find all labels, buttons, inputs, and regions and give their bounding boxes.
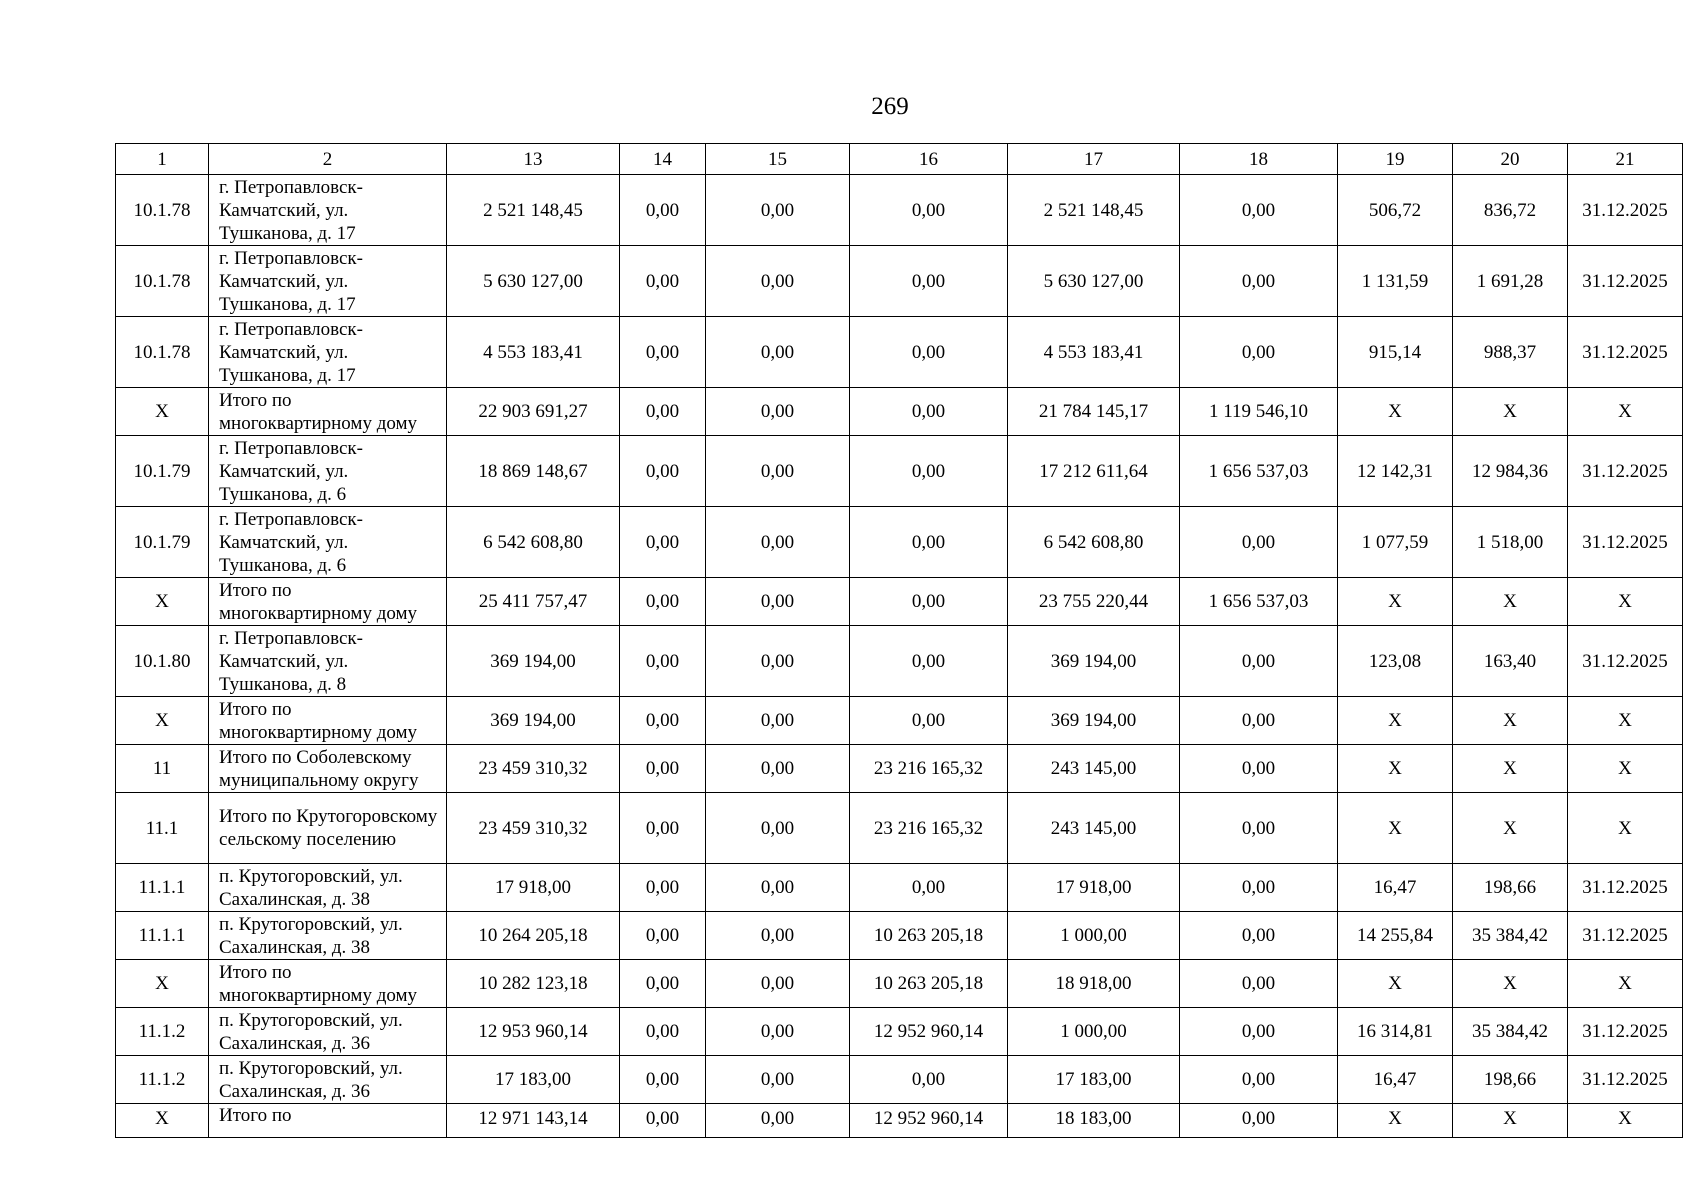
cell-col-19: X — [1338, 697, 1453, 745]
cell-col-16: 0,00 — [850, 626, 1008, 697]
cell-col-16: 0,00 — [850, 1056, 1008, 1104]
cell-row-id: X — [116, 960, 209, 1008]
cell-col-18: 0,00 — [1180, 317, 1338, 388]
cell-col-19: X — [1338, 960, 1453, 1008]
cell-col-15: 0,00 — [706, 745, 850, 793]
column-header: 1 — [116, 144, 209, 175]
cell-col-15: 0,00 — [706, 626, 850, 697]
table-row — [116, 793, 1683, 864]
cell-col-15: 0,00 — [706, 1104, 850, 1138]
cell-col-17: 369 194,00 — [1008, 626, 1180, 697]
cell-address: Итого по многоквартирному дому — [209, 578, 447, 626]
cell-col-20: X — [1453, 960, 1568, 1008]
cell-col-20: X — [1453, 578, 1568, 626]
cell-col-20: X — [1453, 793, 1568, 864]
cell-address: Итого по — [209, 1104, 447, 1138]
cell-col-13: 10 264 205,18 — [447, 912, 620, 960]
table-row — [116, 1056, 1683, 1104]
cell-col-16: 0,00 — [850, 175, 1008, 246]
cell-col-20: 35 384,42 — [1453, 1008, 1568, 1056]
cell-col-21: 31.12.2025 — [1568, 317, 1683, 388]
table-row — [116, 175, 1683, 246]
cell-col-20: 12 984,36 — [1453, 436, 1568, 507]
cell-col-15: 0,00 — [706, 507, 850, 578]
cell-col-20: 198,66 — [1453, 864, 1568, 912]
cell-col-13: 17 918,00 — [447, 864, 620, 912]
cell-col-19: 123,08 — [1338, 626, 1453, 697]
cell-col-15: 0,00 — [706, 246, 850, 317]
table-row — [116, 388, 1683, 436]
cell-address: г. Петропавловск-Камчатский, ул. Тушканова, д. 17 — [209, 246, 447, 317]
cell-row-id: 10.1.78 — [116, 246, 209, 317]
cell-col-18: 0,00 — [1180, 960, 1338, 1008]
cell-address: г. Петропавловск-Камчатский, ул. Тушканова, д. 8 — [209, 626, 447, 697]
cell-col-13: 10 282 123,18 — [447, 960, 620, 1008]
cell-col-21: 31.12.2025 — [1568, 246, 1683, 317]
table-row — [116, 864, 1683, 912]
cell-col-21: 31.12.2025 — [1568, 1008, 1683, 1056]
cell-col-16: 0,00 — [850, 864, 1008, 912]
cell-col-13: 5 630 127,00 — [447, 246, 620, 317]
cell-col-21: X — [1568, 793, 1683, 864]
cell-col-21: 31.12.2025 — [1568, 175, 1683, 246]
cell-col-14: 0,00 — [620, 388, 706, 436]
cell-col-18: 0,00 — [1180, 912, 1338, 960]
cell-row-id: 10.1.80 — [116, 626, 209, 697]
cell-col-19: X — [1338, 793, 1453, 864]
cell-col-19: 16,47 — [1338, 1056, 1453, 1104]
cell-address: п. Крутогоровский, ул. Сахалинская, д. 38 — [209, 864, 447, 912]
cell-col-17: 18 918,00 — [1008, 960, 1180, 1008]
cell-col-15: 0,00 — [706, 1008, 850, 1056]
cell-address: г. Петропавловск-Камчатский, ул. Тушканова, д. 6 — [209, 436, 447, 507]
cell-col-14: 0,00 — [620, 246, 706, 317]
cell-row-id: 10.1.78 — [116, 175, 209, 246]
cell-col-17: 17 212 611,64 — [1008, 436, 1180, 507]
table-row — [116, 745, 1683, 793]
cell-col-16: 0,00 — [850, 246, 1008, 317]
cell-col-20: X — [1453, 388, 1568, 436]
cell-col-13: 25 411 757,47 — [447, 578, 620, 626]
cell-address: Итого по многоквартирному дому — [209, 960, 447, 1008]
cell-col-17: 18 183,00 — [1008, 1104, 1180, 1138]
cell-col-20: 836,72 — [1453, 175, 1568, 246]
cell-col-19: 1 131,59 — [1338, 246, 1453, 317]
cell-col-15: 0,00 — [706, 388, 850, 436]
cell-row-id: X — [116, 388, 209, 436]
column-header: 14 — [620, 144, 706, 175]
cell-col-14: 0,00 — [620, 317, 706, 388]
cell-col-20: 1 518,00 — [1453, 507, 1568, 578]
cell-address: г. Петропавловск-Камчатский, ул. Тушканова, д. 17 — [209, 317, 447, 388]
cell-col-14: 0,00 — [620, 436, 706, 507]
cell-col-17: 1 000,00 — [1008, 1008, 1180, 1056]
table-row — [116, 697, 1683, 745]
cell-col-21: 31.12.2025 — [1568, 864, 1683, 912]
cell-address: Итого по многоквартирному дому — [209, 697, 447, 745]
cell-col-20: 35 384,42 — [1453, 912, 1568, 960]
cell-col-13: 23 459 310,32 — [447, 793, 620, 864]
table-row — [116, 626, 1683, 697]
cell-col-16: 0,00 — [850, 388, 1008, 436]
column-header: 17 — [1008, 144, 1180, 175]
cell-col-14: 0,00 — [620, 864, 706, 912]
table-row — [116, 1104, 1683, 1138]
cell-col-20: 1 691,28 — [1453, 246, 1568, 317]
cell-col-14: 0,00 — [620, 912, 706, 960]
cell-col-16: 23 216 165,32 — [850, 793, 1008, 864]
cell-col-16: 12 952 960,14 — [850, 1104, 1008, 1138]
column-header: 18 — [1180, 144, 1338, 175]
column-header: 13 — [447, 144, 620, 175]
cell-col-13: 4 553 183,41 — [447, 317, 620, 388]
cell-col-21: X — [1568, 388, 1683, 436]
cell-col-21: 31.12.2025 — [1568, 1056, 1683, 1104]
column-header: 2 — [209, 144, 447, 175]
cell-col-18: 0,00 — [1180, 246, 1338, 317]
cell-col-19: 915,14 — [1338, 317, 1453, 388]
table-row — [116, 1008, 1683, 1056]
cell-col-21: 31.12.2025 — [1568, 436, 1683, 507]
cell-row-id: 11.1.2 — [116, 1056, 209, 1104]
cell-address: г. Петропавловск-Камчатский, ул. Тушканова, д. 17 — [209, 175, 447, 246]
cell-col-16: 10 263 205,18 — [850, 960, 1008, 1008]
cell-col-16: 0,00 — [850, 436, 1008, 507]
table-row — [116, 246, 1683, 317]
cell-col-15: 0,00 — [706, 317, 850, 388]
table-header-row — [116, 144, 1683, 175]
cell-row-id: 10.1.79 — [116, 436, 209, 507]
cell-col-13: 2 521 148,45 — [447, 175, 620, 246]
cell-col-19: X — [1338, 745, 1453, 793]
cell-col-16: 0,00 — [850, 317, 1008, 388]
cell-col-15: 0,00 — [706, 436, 850, 507]
cell-col-18: 0,00 — [1180, 864, 1338, 912]
cell-col-15: 0,00 — [706, 864, 850, 912]
cell-col-21: X — [1568, 960, 1683, 1008]
cell-row-id: 11.1.1 — [116, 912, 209, 960]
cell-col-19: 1 077,59 — [1338, 507, 1453, 578]
cell-col-19: 16 314,81 — [1338, 1008, 1453, 1056]
cell-address: Итого по Соболевскому муниципальному округу — [209, 745, 447, 793]
column-header: 15 — [706, 144, 850, 175]
cell-col-18: 0,00 — [1180, 507, 1338, 578]
column-header: 19 — [1338, 144, 1453, 175]
cell-col-19: 506,72 — [1338, 175, 1453, 246]
cell-row-id: X — [116, 697, 209, 745]
cell-col-21: X — [1568, 578, 1683, 626]
cell-address: п. Крутогоровский, ул. Сахалинская, д. 38 — [209, 912, 447, 960]
cell-col-21: X — [1568, 745, 1683, 793]
cell-col-21: 31.12.2025 — [1568, 626, 1683, 697]
cell-col-21: X — [1568, 1104, 1683, 1138]
cell-col-19: 16,47 — [1338, 864, 1453, 912]
cell-col-14: 0,00 — [620, 697, 706, 745]
cell-col-13: 23 459 310,32 — [447, 745, 620, 793]
cell-col-18: 0,00 — [1180, 745, 1338, 793]
table-row — [116, 578, 1683, 626]
cell-col-16: 12 952 960,14 — [850, 1008, 1008, 1056]
cell-row-id: 11.1.2 — [116, 1008, 209, 1056]
cell-col-18: 1 656 537,03 — [1180, 578, 1338, 626]
cell-col-21: X — [1568, 697, 1683, 745]
data-table — [115, 143, 1683, 1138]
cell-col-19: X — [1338, 388, 1453, 436]
cell-col-17: 21 784 145,17 — [1008, 388, 1180, 436]
cell-col-17: 243 145,00 — [1008, 745, 1180, 793]
cell-row-id: 10.1.78 — [116, 317, 209, 388]
cell-col-21: 31.12.2025 — [1568, 507, 1683, 578]
cell-col-17: 17 183,00 — [1008, 1056, 1180, 1104]
cell-col-14: 0,00 — [620, 1104, 706, 1138]
cell-col-16: 10 263 205,18 — [850, 912, 1008, 960]
column-header: 16 — [850, 144, 1008, 175]
column-header: 21 — [1568, 144, 1683, 175]
cell-col-20: 988,37 — [1453, 317, 1568, 388]
cell-col-19: X — [1338, 578, 1453, 626]
cell-row-id: 10.1.79 — [116, 507, 209, 578]
cell-row-id: 11.1.1 — [116, 864, 209, 912]
cell-col-13: 369 194,00 — [447, 626, 620, 697]
cell-col-14: 0,00 — [620, 960, 706, 1008]
cell-col-15: 0,00 — [706, 960, 850, 1008]
cell-col-17: 4 553 183,41 — [1008, 317, 1180, 388]
cell-col-14: 0,00 — [620, 175, 706, 246]
cell-row-id: X — [116, 578, 209, 626]
cell-col-18: 0,00 — [1180, 626, 1338, 697]
cell-col-17: 1 000,00 — [1008, 912, 1180, 960]
table-row — [116, 507, 1683, 578]
cell-col-14: 0,00 — [620, 793, 706, 864]
cell-col-15: 0,00 — [706, 793, 850, 864]
cell-col-18: 0,00 — [1180, 697, 1338, 745]
cell-col-14: 0,00 — [620, 1056, 706, 1104]
cell-col-14: 0,00 — [620, 1008, 706, 1056]
cell-col-21: 31.12.2025 — [1568, 912, 1683, 960]
cell-col-20: 198,66 — [1453, 1056, 1568, 1104]
cell-col-14: 0,00 — [620, 626, 706, 697]
cell-col-17: 369 194,00 — [1008, 697, 1180, 745]
cell-col-13: 369 194,00 — [447, 697, 620, 745]
cell-col-18: 0,00 — [1180, 1104, 1338, 1138]
column-header: 20 — [1453, 144, 1568, 175]
cell-col-18: 0,00 — [1180, 1008, 1338, 1056]
cell-col-15: 0,00 — [706, 578, 850, 626]
page-number: 269 — [871, 93, 909, 120]
cell-col-16: 0,00 — [850, 697, 1008, 745]
cell-col-20: X — [1453, 697, 1568, 745]
cell-col-18: 0,00 — [1180, 1056, 1338, 1104]
table-row — [116, 436, 1683, 507]
cell-col-13: 18 869 148,67 — [447, 436, 620, 507]
table-row — [116, 960, 1683, 1008]
cell-address: Итого по Крутогоровскому сельскому поселению — [209, 793, 447, 864]
cell-col-16: 0,00 — [850, 507, 1008, 578]
cell-col-14: 0,00 — [620, 745, 706, 793]
cell-col-17: 5 630 127,00 — [1008, 246, 1180, 317]
cell-address: Итого по многоквартирному дому — [209, 388, 447, 436]
table-row — [116, 912, 1683, 960]
cell-col-20: X — [1453, 745, 1568, 793]
cell-col-15: 0,00 — [706, 697, 850, 745]
cell-col-17: 243 145,00 — [1008, 793, 1180, 864]
table-row — [116, 317, 1683, 388]
cell-address: п. Крутогоровский, ул. Сахалинская, д. 36 — [209, 1008, 447, 1056]
cell-address: п. Крутогоровский, ул. Сахалинская, д. 36 — [209, 1056, 447, 1104]
cell-col-14: 0,00 — [620, 507, 706, 578]
cell-col-17: 2 521 148,45 — [1008, 175, 1180, 246]
cell-col-19: X — [1338, 1104, 1453, 1138]
cell-col-13: 12 971 143,14 — [447, 1104, 620, 1138]
cell-col-17: 23 755 220,44 — [1008, 578, 1180, 626]
cell-row-id: X — [116, 1104, 209, 1138]
cell-col-20: 163,40 — [1453, 626, 1568, 697]
cell-col-18: 1 656 537,03 — [1180, 436, 1338, 507]
cell-col-14: 0,00 — [620, 578, 706, 626]
cell-col-18: 1 119 546,10 — [1180, 388, 1338, 436]
cell-col-13: 22 903 691,27 — [447, 388, 620, 436]
cell-col-13: 12 953 960,14 — [447, 1008, 620, 1056]
cell-col-15: 0,00 — [706, 912, 850, 960]
cell-col-16: 23 216 165,32 — [850, 745, 1008, 793]
cell-col-13: 6 542 608,80 — [447, 507, 620, 578]
cell-row-id: 11.1 — [116, 793, 209, 864]
cell-col-13: 17 183,00 — [447, 1056, 620, 1104]
cell-col-16: 0,00 — [850, 578, 1008, 626]
cell-col-15: 0,00 — [706, 175, 850, 246]
cell-col-15: 0,00 — [706, 1056, 850, 1104]
cell-address: г. Петропавловск-Камчатский, ул. Тушканова, д. 6 — [209, 507, 447, 578]
cell-col-18: 0,00 — [1180, 793, 1338, 864]
cell-col-19: 12 142,31 — [1338, 436, 1453, 507]
cell-row-id: 11 — [116, 745, 209, 793]
cell-col-18: 0,00 — [1180, 175, 1338, 246]
cell-col-20: X — [1453, 1104, 1568, 1138]
cell-col-17: 6 542 608,80 — [1008, 507, 1180, 578]
cell-col-19: 14 255,84 — [1338, 912, 1453, 960]
cell-col-17: 17 918,00 — [1008, 864, 1180, 912]
